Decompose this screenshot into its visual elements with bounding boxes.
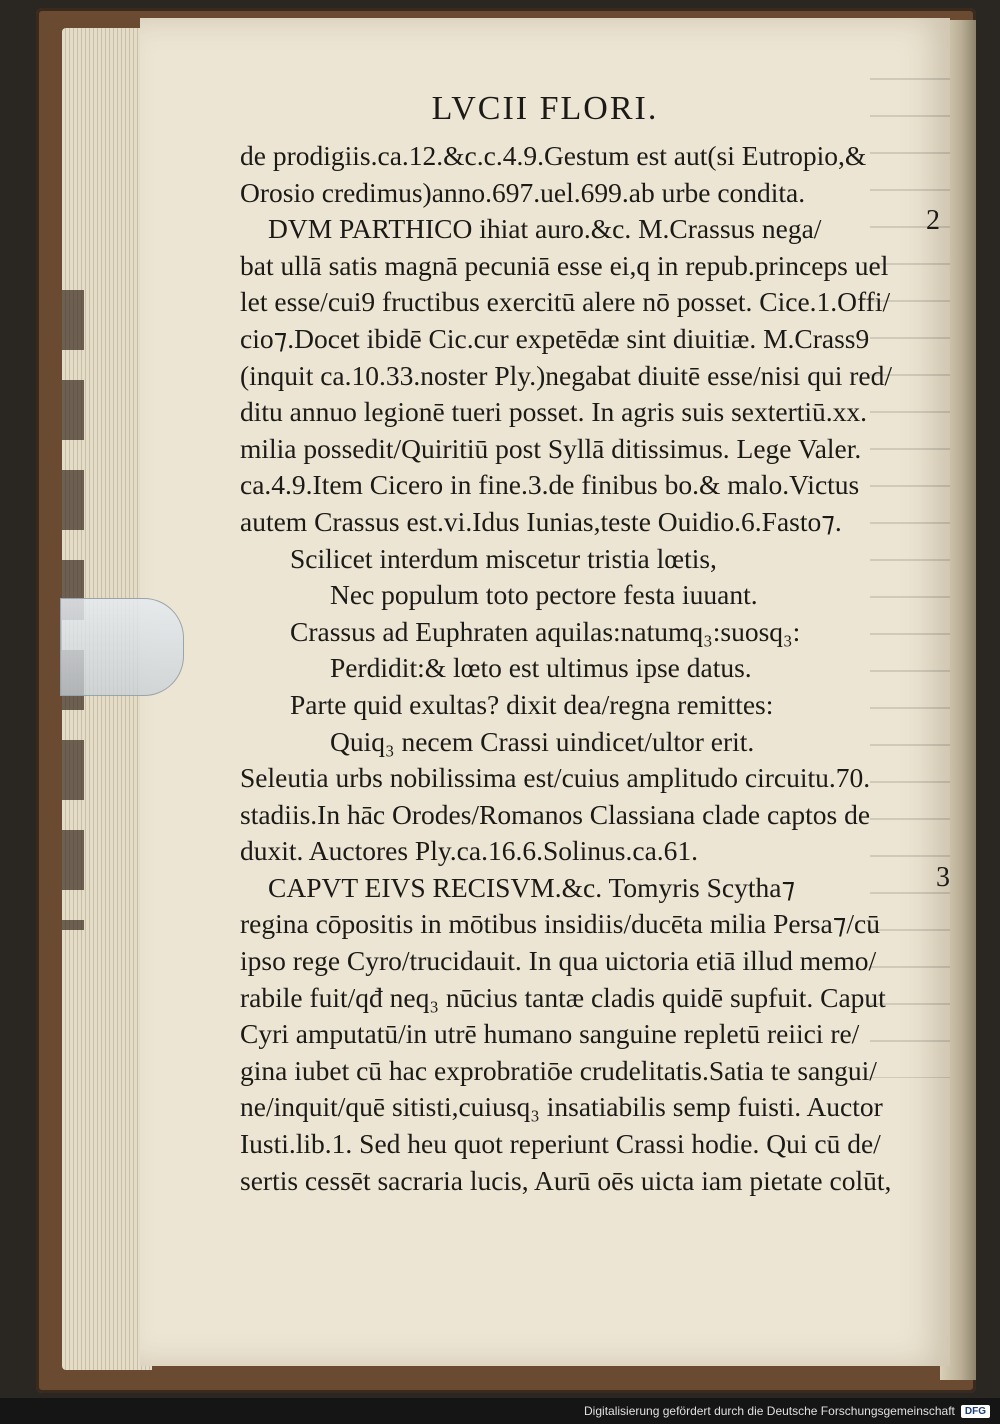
text-line: ca.4.9.Item Cicero in fine.3.de finibus bo.& malo.Victus — [240, 469, 860, 501]
footer-bar — [0, 1398, 1000, 1424]
text-line: autem Crassus est.vi.Idus Iunias,teste Ouidio.6.Fasto⁊. — [240, 505, 842, 537]
verse-line: Quiq₃ necem Crassi uindicet/ultor erit. — [330, 725, 755, 757]
text-line: (inquit ca.10.33.noster Ply.)negabat diuitē esse/nisi qui red/ — [240, 359, 892, 391]
text-line: ne/inquit/quē sitisti,cuiusq₃ insatiabilis semp fuisti. Auctor — [240, 1091, 883, 1123]
text-line: ditu annuo legionē tueri posset. In agris suis sextertiū.xx. — [240, 396, 868, 428]
dfg-logo: DFG — [961, 1405, 990, 1418]
text-line: Cyri amputatū/in utrē humano sanguine repletū reiici re/ — [240, 1018, 860, 1050]
text-line: DVM PARTHICO ihiat auro.&c. M.Crassus nega/ — [268, 213, 822, 245]
verse-line: Crassus ad Euphraten aquilas:natumq₃:suosq₃: — [290, 615, 801, 647]
text-line: let esse/cui9 fructibus exercitū alere nō posset. Cice.1.Offi/ — [240, 286, 891, 318]
text-line: de prodigiis.ca.12.&c.c.4.9.Gestum est aut(si Eutropio,& — [240, 140, 867, 171]
text-line: cio⁊.Docet ibidē Cic.cur expetēdæ sint diuitiæ. M.Crass9 — [240, 322, 870, 354]
text-line: milia possedit/Quiritiū post Syllā ditissimus. Lege Valer. — [240, 432, 862, 464]
margin-note: 3 — [936, 862, 950, 893]
book-page — [140, 18, 950, 1366]
text-line: Iusti.lib.1. Sed heu quot reperiunt Crassi hodie. Qui cū de/ — [240, 1128, 881, 1160]
text-line: bat ullā satis magnā pecuniā esse ei,q in repub.princeps uel — [240, 249, 889, 281]
verse-line: Nec populum toto pectore festa iuuant. — [330, 579, 758, 611]
text-line: regina cōpositis in mōtibus insidiis/ducēta milia Persa⁊/cū — [240, 908, 880, 940]
footer-credit: Digitalisierung gefördert durch die Deutsche Forschungsgemeinschaft — [584, 1404, 955, 1418]
text-line: Seleutia urbs nobilissima est/cuius amplitudo circuitu.70. — [240, 762, 871, 794]
text-line: stadiis.In hāc Orodes/Romanos Classiana clade captos de — [240, 798, 871, 830]
running-title: LVCII FLORI. — [431, 90, 659, 127]
text-line: duxit. Auctores Ply.ca.16.6.Solinus.ca.61. — [240, 835, 699, 867]
margin-note: 2 — [926, 205, 940, 236]
verse-line: Perdidit:& lœto est ultimus ipse datus. — [330, 652, 752, 684]
verse-line: Parte quid exultas? dixit dea/regna remittes: — [290, 688, 774, 720]
text-line: CAPVT EIVS RECISVM.&c. Tomyris Scytha⁊ — [268, 871, 796, 903]
text-line: sertis cessēt sacraria lucis, Aurū oēs uicta iam pietate colūt, — [240, 1164, 892, 1196]
page-marker-tab[interactable] — [60, 598, 184, 696]
verse-line: Scilicet interdum miscetur tristia lœtis, — [290, 542, 717, 574]
text-line: ipso rege Cyro/trucidauit. In qua uictoria etiā illud memo/ — [240, 945, 877, 977]
text-line: rabile fuit/qđ neq₃ nūcius tantæ cladis quidē supfuit. Caput — [240, 981, 886, 1013]
text-line: Orosio credimus)anno.697.uel.699.ab urbe condita. — [240, 176, 806, 208]
text-line: gina iubet cū hac exprobratiōe crudelitatis.Satia te sangui/ — [240, 1054, 877, 1086]
body-text — [240, 138, 930, 1199]
